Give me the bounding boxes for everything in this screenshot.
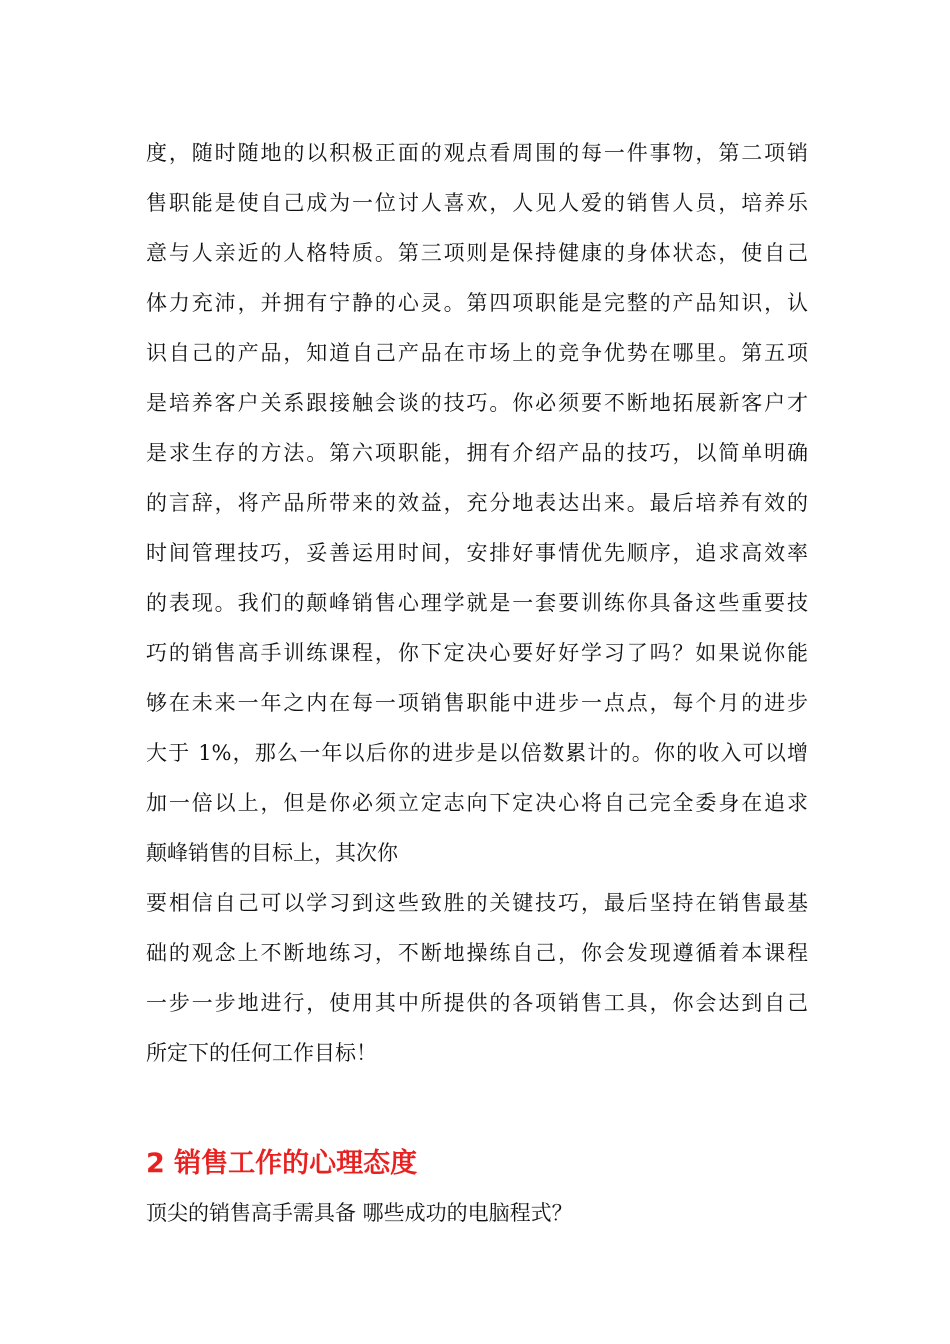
- text-line: 售职能是使自己成为一位讨人喜欢，人见人爱的销售人员，培养乐: [146, 191, 808, 215]
- text-line: 时间管理技巧，妥善运用时间，安排好事情优先顺序，追求高效率: [146, 541, 808, 565]
- body-paragraph-1: [146, 128, 808, 878]
- body-paragraph-2: [146, 878, 808, 1078]
- text-line: 巧的销售高手训练课程，你下定决心要好好学习了吗？如果说你能: [146, 641, 808, 665]
- text-line: 所定下的任何工作目标！: [146, 1041, 377, 1065]
- text-line: 础的观念上不断地练习，不断地操练自己，你会发现遵循着本课程: [146, 941, 808, 965]
- body-paragraph-3: 顶尖的销售高手需具备 哪些成功的电脑程式？: [146, 1201, 573, 1225]
- document-page: [146, 128, 808, 1238]
- text-line: 的表现。我们的颠峰销售心理学就是一套要训练你具备这些重要技: [146, 591, 808, 615]
- text-line: 体力充沛，并拥有宁静的心灵。第四项职能是完整的产品知识，认: [146, 291, 808, 315]
- text-line: 大于 1%，那么一年以后你的进步是以倍数累计的。你的收入可以增: [146, 741, 808, 765]
- section-heading: 2 销售工作的心理态度: [146, 1148, 418, 1179]
- text-line: 加一倍以上，但是你必须立定志向下定决心将自己完全委身在追求: [146, 791, 808, 815]
- text-line: 一步一步地进行，使用其中所提供的各项销售工具，你会达到自己: [146, 991, 808, 1015]
- text-line: 识自己的产品，知道自己产品在市场上的竞争优势在哪里。第五项: [146, 341, 808, 365]
- text-line: 的言辞，将产品所带来的效益，充分地表达出来。最后培养有效的: [146, 491, 808, 515]
- text-line: 度，随时随地的以积极正面的观点看周围的每一件事物，第二项销: [146, 141, 808, 165]
- text-line: 够在未来一年之内在每一项销售职能中进步一点点，每个月的进步: [146, 691, 808, 715]
- text-line: 颠峰销售的目标上，其次你: [146, 841, 398, 865]
- text-line: 意与人亲近的人格特质。第三项则是保持健康的身体状态，使自己: [146, 241, 808, 265]
- text-line: 是求生存的方法。第六项职能，拥有介绍产品的技巧，以简单明确: [146, 441, 808, 465]
- text-line: 要相信自己可以学习到这些致胜的关键技巧，最后坚持在销售最基: [146, 891, 808, 915]
- text-line: 是培养客户关系跟接触会谈的技巧。你必须要不断地拓展新客户才: [146, 391, 808, 415]
